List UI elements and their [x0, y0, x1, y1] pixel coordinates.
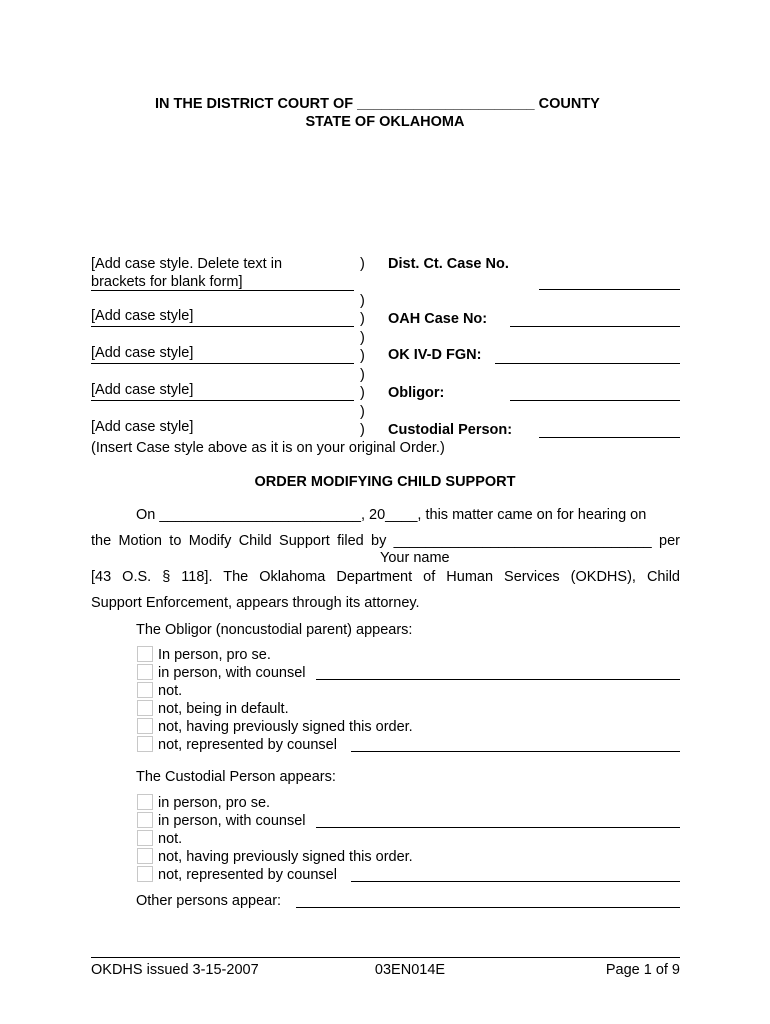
obligor-counsel-field[interactable] [316, 679, 680, 680]
custodial-person-label: Custodial Person: [388, 422, 513, 438]
oah-case-field[interactable] [510, 326, 680, 327]
obligor-appears-heading: The Obligor (noncustodial parent) appears: [136, 622, 413, 638]
footer-page-number: Page 1 of 9 [605, 962, 680, 978]
dist-ct-case-field[interactable] [539, 289, 680, 290]
other-persons-label: Other persons appear: [136, 893, 282, 909]
other-persons-field[interactable] [296, 907, 680, 908]
custodial-option-label: not, represented by counsel [158, 867, 337, 883]
case-style-1-underline [91, 290, 354, 291]
obligor-option-checkbox[interactable] [137, 736, 153, 752]
paren: ) [360, 422, 365, 438]
paren: ) [360, 256, 365, 272]
oah-case-label: OAH Case No: [388, 311, 488, 327]
paren: ) [360, 330, 365, 346]
paren: ) [360, 348, 365, 364]
case-style-2[interactable]: [Add case style] [91, 308, 194, 324]
obligor-option-checkbox[interactable] [137, 718, 153, 734]
obligor-option-checkbox[interactable] [137, 646, 153, 662]
iv-d-fgn-label: OK IV-D FGN: [388, 347, 482, 363]
obligor-option-label: in person, with counsel [158, 665, 306, 681]
obligor-option-label: not. [158, 683, 183, 699]
case-style-5[interactable]: [Add case style] [91, 419, 194, 435]
case-style-2-underline [91, 326, 354, 327]
dist-ct-case-label: Dist. Ct. Case No. [388, 256, 509, 272]
obligor-field[interactable] [510, 400, 680, 401]
custodial-person-field[interactable] [539, 437, 680, 438]
statute-line: [43 O.S. § 118]. The Oklahoma Department of Human Services (OKDHS), Child [91, 569, 680, 585]
custodial-option-label: in person, pro se. [158, 795, 271, 811]
obligor-option-checkbox[interactable] [137, 682, 153, 698]
hearing-date-line: On _________________________, 20____, this matter came on for hearing on [136, 507, 647, 523]
paren: ) [360, 367, 365, 383]
obligor-option-label: not, being in default. [158, 701, 289, 717]
footer-rule [91, 957, 680, 958]
case-style-3-underline [91, 363, 354, 364]
case-style-1-line1[interactable]: [Add case style. Delete text in [91, 256, 283, 272]
custodial-option-checkbox[interactable] [137, 812, 153, 828]
custodial-option-checkbox[interactable] [137, 866, 153, 882]
obligor-option-label: not, represented by counsel [158, 737, 337, 753]
your-name-caption: Your name [380, 550, 450, 566]
custodial-option-checkbox[interactable] [137, 794, 153, 810]
obligor-option-checkbox[interactable] [137, 664, 153, 680]
case-style-4-underline [91, 400, 354, 401]
paren: ) [360, 311, 365, 327]
insert-case-style-note: (Insert Case style above as it is on your original Order.) [91, 440, 445, 456]
court-heading: IN THE DISTRICT COURT OF ______________________ COUNTY [155, 96, 600, 112]
case-style-3[interactable]: [Add case style] [91, 345, 194, 361]
obligor-option-checkbox[interactable] [137, 700, 153, 716]
case-style-4[interactable]: [Add case style] [91, 382, 194, 398]
custodial-counsel-field[interactable] [316, 827, 680, 828]
footer-form-number: 03EN014E [374, 962, 446, 978]
custodial-option-label: not, having previously signed this order. [158, 849, 413, 865]
obligor-represented-counsel-field[interactable] [351, 751, 680, 752]
state-heading: STATE OF OKLAHOMA [305, 114, 465, 130]
footer-issued: OKDHS issued 3-15-2007 [91, 962, 259, 978]
obligor-option-label: not, having previously signed this order. [158, 719, 413, 735]
custodial-option-checkbox[interactable] [137, 848, 153, 864]
order-title: ORDER MODIFYING CHILD SUPPORT [254, 474, 516, 490]
iv-d-fgn-field[interactable] [495, 363, 680, 364]
obligor-option-label: In person, pro se. [158, 647, 271, 663]
custodial-option-checkbox[interactable] [137, 830, 153, 846]
paren: ) [360, 385, 365, 401]
custodial-appears-heading: The Custodial Person appears: [136, 769, 336, 785]
paren: ) [360, 404, 365, 420]
obligor-label: Obligor: [388, 385, 445, 401]
motion-filed-by-line: the Motion to Modify Child Support filed by ________________________________ per [91, 533, 680, 549]
case-style-1-line2[interactable]: brackets for blank form] [91, 274, 243, 290]
attorney-line: Support Enforcement, appears through its attorney. [91, 595, 420, 611]
custodial-option-label: in person, with counsel [158, 813, 306, 829]
paren: ) [360, 293, 365, 309]
custodial-option-label: not. [158, 831, 183, 847]
custodial-represented-counsel-field[interactable] [351, 881, 680, 882]
